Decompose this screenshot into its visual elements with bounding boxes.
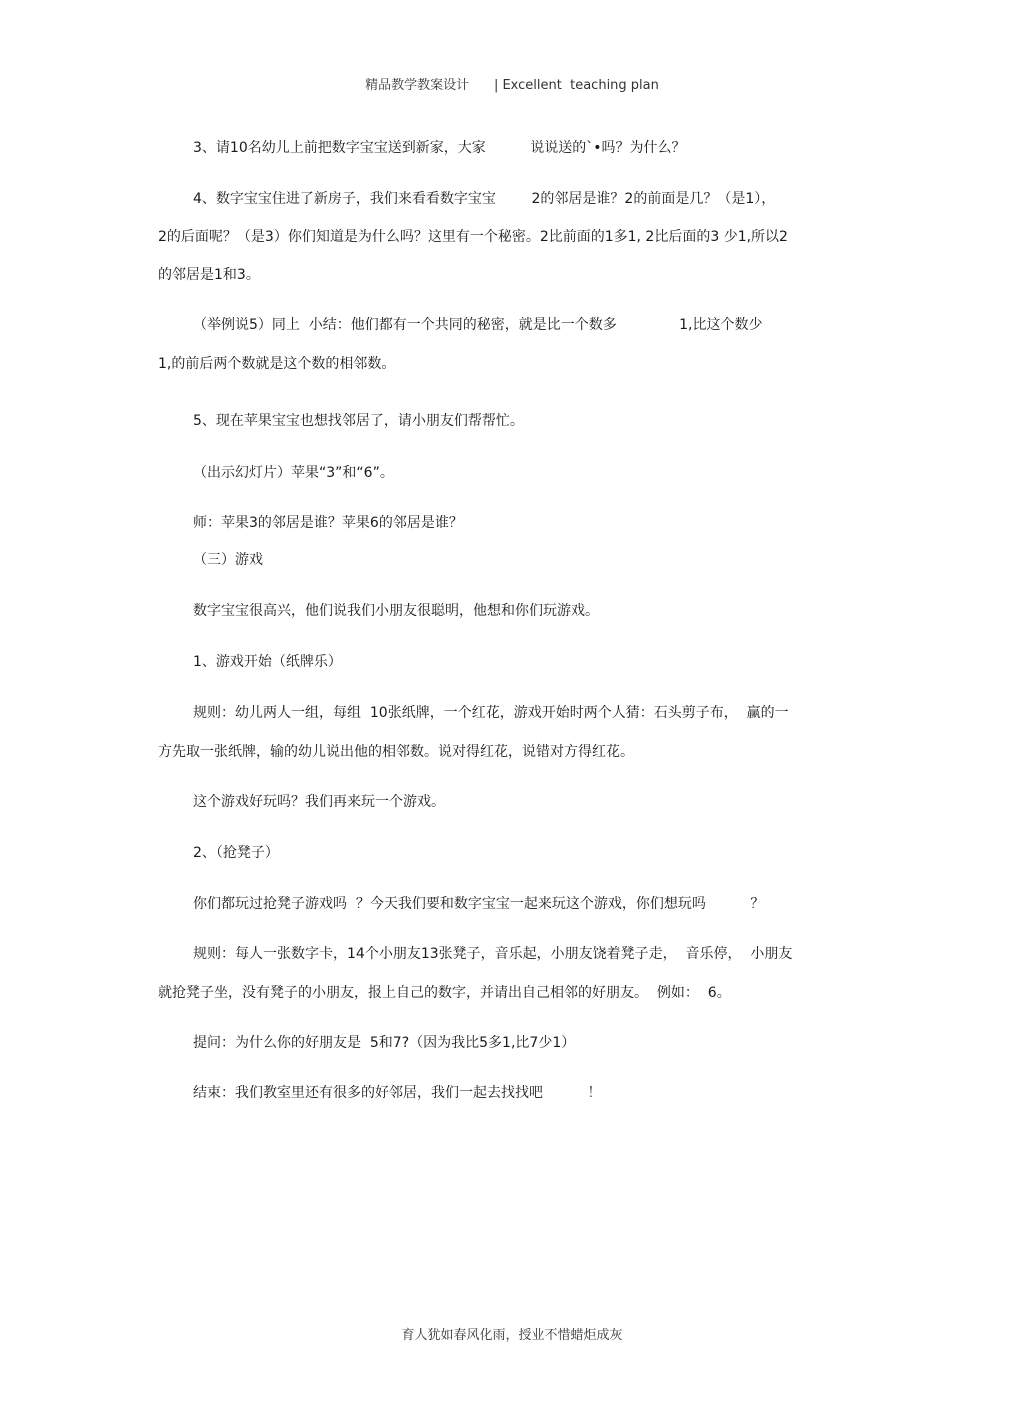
paragraph-line: （举例说5）同上 小结：他们都有一个共同的秘密，就是比一个数多 1,比这个数少 [193, 317, 763, 333]
paragraph-line: 这个游戏好玩吗？我们再来玩一个游戏。 [193, 794, 445, 810]
paragraph-line: 规则：幼儿两人一组，每组 10张纸牌，一个红花，游戏开始时两个人猜：石头剪子布， 赢的一 [193, 705, 789, 721]
paragraph-line: 就抢凳子坐，没有凳子的小朋友，报上自己的数字，并请出自己相邻的好朋友。 例如： 6。 [158, 985, 731, 1001]
page-header [0, 74, 1024, 93]
paragraph-line: 5、现在苹果宝宝也想找邻居了，请小朋友们帮帮忙。 [193, 413, 524, 429]
paragraph-line: 的邻居是1和3。 [158, 267, 260, 283]
paragraph-line: 方先取一张纸牌，输的幼儿说出他的相邻数。说对得红花，说错对方得红花。 [158, 744, 634, 760]
subheading: 1、游戏开始（纸牌乐） [193, 654, 342, 670]
header-subtitle: Excellent teaching plan [502, 78, 659, 93]
paragraph-line: 2的后面呢？（是3）你们知道是为什么吗？这里有一个秘密。2比前面的1多1, 2比后面的3 少1,所以2 [158, 229, 788, 245]
page-footer: 育人犹如春风化雨，授业不惜蜡炬成灰 [401, 1328, 623, 1343]
paragraph-line: 数字宝宝很高兴，他们说我们小朋友很聪明，他想和你们玩游戏。 [193, 603, 599, 619]
header-title: 精品教学教案设计 [365, 78, 470, 93]
paragraph-line: 结束：我们教室里还有很多的好邻居，我们一起去找找吧 ！ [193, 1085, 602, 1101]
paragraph-line: 规则：每人一张数字卡，14个小朋友13张凳子，音乐起，小朋友饶着凳子走， 音乐停， 小朋友 [193, 946, 793, 962]
paragraph-line: 你们都玩过抢凳子游戏吗 ？今天我们要和数字宝宝一起来玩这个游戏，你们想玩吗 ？ [193, 896, 765, 912]
header-separator: | [493, 78, 499, 93]
paragraph-line: （出示幻灯片）苹果“3”和“6”。 [193, 465, 394, 481]
paragraph-line: 1,的前后两个数就是这个数的相邻数。 [158, 356, 396, 372]
section-heading: （三）游戏 [193, 552, 263, 568]
paragraph-line: 4、数字宝宝住进了新房子，我们来看看数字宝宝 2的邻居是谁？2的前面是几？（是1）， [193, 191, 776, 207]
paragraph-line: 师：苹果3的邻居是谁？苹果6的邻居是谁？ [193, 515, 463, 531]
paragraph-line: 3、请10名幼儿上前把数字宝宝送到新家，大家 说说送的`•吗？为什么？ [193, 140, 686, 156]
paragraph-line: 提问：为什么你的好朋友是 5和7?（因为我比5多1,比7少1） [193, 1035, 576, 1051]
subheading: 2、（抢凳子） [193, 845, 279, 861]
